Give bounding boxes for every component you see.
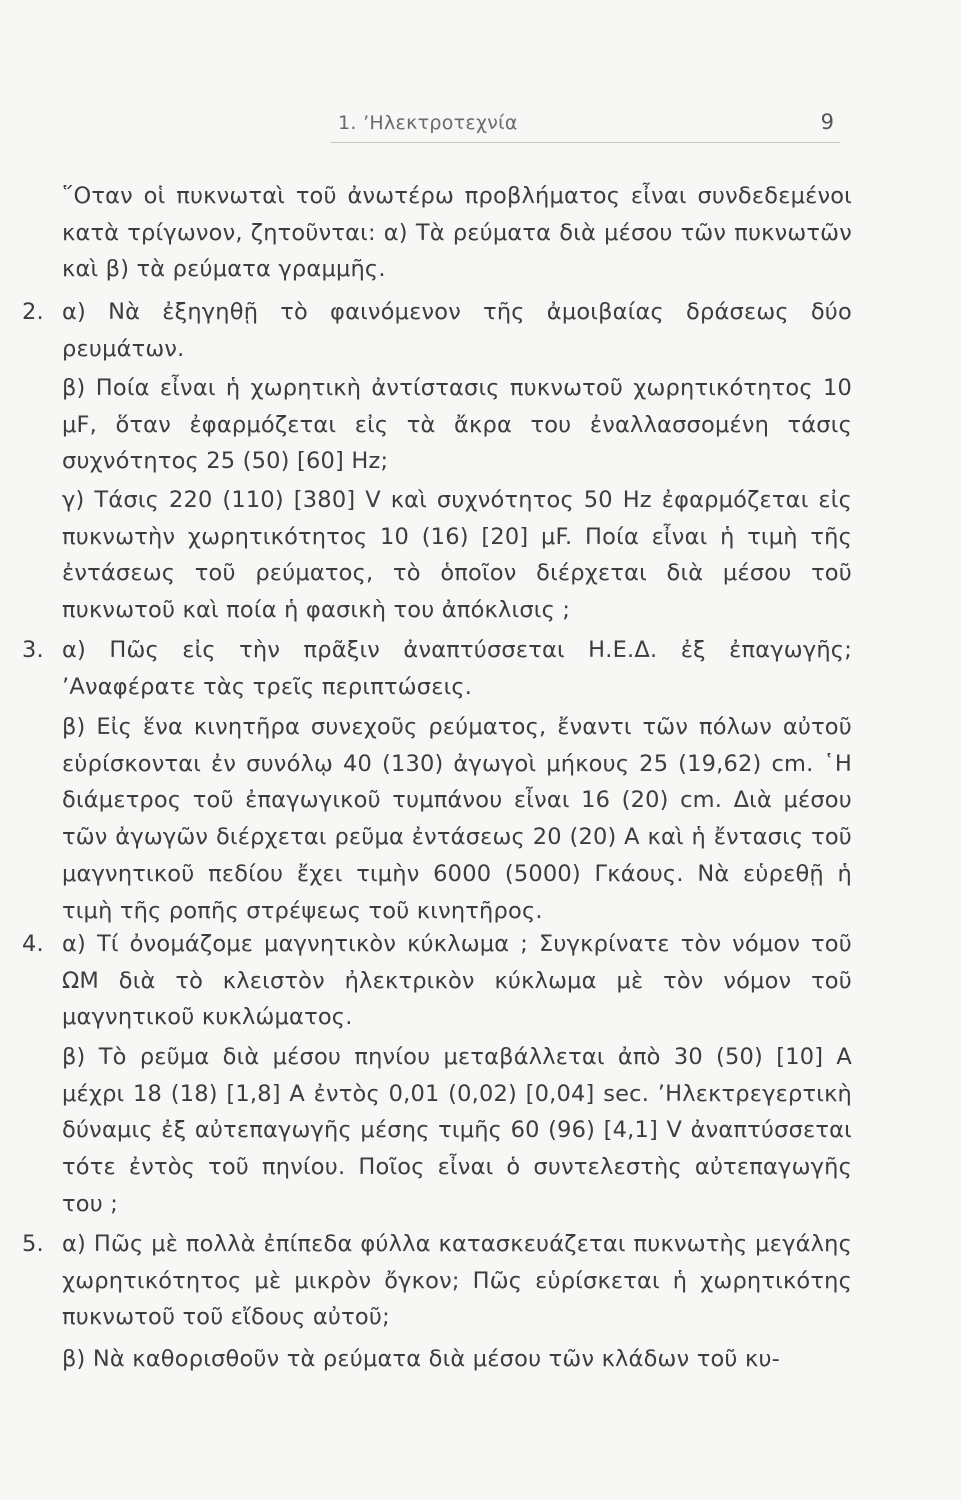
- question-number: 2.: [22, 299, 44, 325]
- question-number: 3.: [22, 637, 44, 663]
- running-title: 1. ’Ηλεκτροτεχνία: [338, 112, 518, 134]
- page-number: 9: [820, 110, 834, 134]
- question-4a: α) Τί ὀνομάζομε μαγνητικὸν κύκλωμα ; Συγκρίνατε τὸν νόμον τοῦ ΩΜ διὰ τὸ κλειστὸν ἠλεκτρικὸν κύκλωμα μὲ τὸν νόμον τοῦ μαγνητικοῦ κυκλώματος.: [62, 931, 852, 1031]
- question-number: 4.: [22, 931, 44, 957]
- question-3b: β) Εἰς ἕνα κινητῆρα συνεχοῦς ρεύματος, ἔναντι τῶν πόλων αὐτοῦ εὑρίσκονται ἐν συνόλῳ 40 (130) ἀγωγοὶ μήκους 25 (19,62) cm. ῾Η διάμετρος τοῦ ἐπαγωγικοῦ τυμπάνου εἶναι 16 (20) cm. Διὰ μέσου τῶν ἀγωγῶν διέρχεται ρεῦμα ἐντάσεως 20 (20) A καὶ ἡ ἔντασις τοῦ μαγνητικοῦ πεδίου ἔχει τιμὴν 6000 (5000) Γκάους. Νὰ εὑρεθῇ ἡ τιμὴ τῆς ροπῆς στρέψεως τοῦ κινητῆρος.: [62, 714, 852, 924]
- question-5: [22, 1226, 852, 1336]
- question-3: [22, 632, 852, 705]
- question-5b: β) Νὰ καθορισθοῦν τὰ ρεύματα διὰ μέσου τῶν κλάδων τοῦ κυ-: [62, 1346, 780, 1372]
- question-number: 5.: [22, 1231, 44, 1257]
- question-4: [22, 926, 852, 1036]
- question-5a: α) Πῶς μὲ πολλὰ ἐπίπεδα φύλλα κατασκευάζεται πυκνωτὴς μεγάλης χωρητικότητος μὲ μικρὸν ὄγκον; Πῶς εὑρίσκεται ἡ χωρητικότης πυκνωτοῦ τοῦ εἴδους αὐτοῦ;: [62, 1231, 852, 1331]
- running-header: [330, 108, 840, 143]
- question-2a: α) Νὰ ἐξηγηθῇ τὸ φαινόμενον τῆς ἀμοιβαίας δράσεως δύο ρευμάτων.: [62, 299, 852, 362]
- question-2b: β) Ποία εἶναι ἡ χωρητικὴ ἀντίστασις πυκνωτοῦ χωρητικότητος 10 μF, ὅταν ἐφαρμόζεται εἰς τὰ ἄκρα του ἐναλλασσομένη τάσις συχνότητος 25 (50) [60] Hz;: [62, 375, 852, 475]
- question-2: [22, 294, 852, 367]
- question-4b: β) Τὸ ρεῦμα διὰ μέσου πηνίου μεταβάλλεται ἀπὸ 30 (50) [10] A μέχρι 18 (18) [1,8] A ἐντὸς 0,01 (0,02) [0,04] sec. ’Ηλεκτρεγερτικὴ δύναμις ἐξ αὐτεπαγωγῆς μέσης τιμῆς 60 (96) [4,1] V ἀναπτύσσεται τότε ἐντὸς τοῦ πηνίου. Ποῖος εἶναι ὁ συντελεστὴς αὐτεπαγωγῆς του ;: [62, 1044, 852, 1217]
- question-3a: α) Πῶς εἰς τὴν πρᾶξιν ἀναπτύσσεται Η.Ε.Δ. ἐξ ἐπαγωγῆς; ’Αναφέρατε τὰς τρεῖς περιπτώσεις.: [62, 637, 852, 700]
- intro-paragraph: ῞Οταν οἱ πυκνωταὶ τοῦ ἀνωτέρω προβλήματος εἶναι συνδεδεμένοι κατὰ τρίγωνον, ζητοῦνται: α) Τὰ ρεύματα διὰ μέσου τῶν πυκνωτῶν καὶ β) τὰ ρεύματα γραμμῆς.: [62, 183, 852, 283]
- question-2c: γ) Τάσις 220 (110) [380] V καὶ συχνότητος 50 Hz ἐφαρμόζεται εἰς πυκνωτὴν χωρητικότητος 10 (16) [20] μF. Ποία εἶναι ἡ τιμὴ τῆς ἐντάσεως τοῦ ρεύματος, τὸ ὁποῖον διέρχεται διὰ μέσου τοῦ πυκνωτοῦ καὶ ποία ἡ φασικὴ του ἀπόκλισις ;: [62, 487, 852, 624]
